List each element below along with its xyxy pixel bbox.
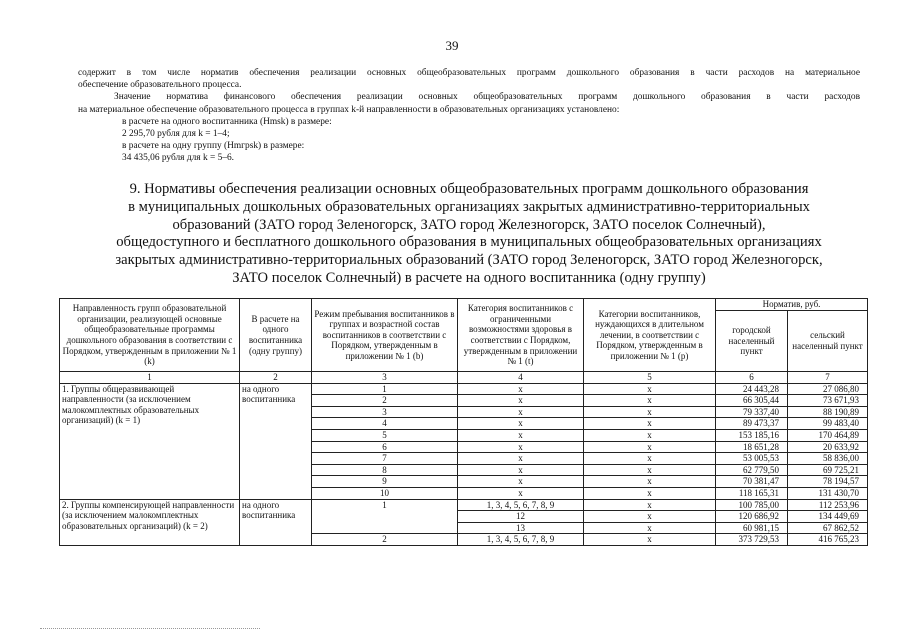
cell-rural: 67 862,52: [788, 522, 868, 534]
cell-rural: 416 765,23: [788, 534, 868, 546]
cell-city: 60 981,15: [716, 522, 788, 534]
intro-list-item: в расчете на одного воспитанника (Нmsk) в размере:: [122, 116, 332, 127]
title-line: ЗАТО поселок Солнечный) в расчете на одного воспитанника (одну группу): [232, 269, 706, 286]
cell-city: 18 651,28: [716, 441, 788, 453]
header-normative: Норматив, руб.: [716, 299, 868, 311]
header-treatment: Категории воспитанников, нуждающихся в длительном лечении, в соответствии с Порядком, утвержденным в приложении № 1 (p): [584, 299, 716, 372]
cell-mode: 6: [312, 441, 458, 453]
cell-disability: x: [458, 395, 584, 407]
cell-mode: 10: [312, 487, 458, 499]
column-number: 7: [788, 372, 868, 384]
intro-text: [78, 67, 860, 165]
intro-list-item: 34 435,06 рубля для k = 5–6.: [122, 153, 235, 164]
cell-city: 79 337,40: [716, 406, 788, 418]
cell-mode: 1: [312, 383, 458, 395]
column-number: 2: [240, 372, 312, 384]
column-number: 6: [716, 372, 788, 384]
intro-paragraph-2: Значение норматива финансового обеспечения реализации основных общеобразовательных программ дошкольного образования в части расходов: [114, 92, 860, 103]
scan-artifact: [40, 628, 260, 631]
cell-treatment: x: [584, 418, 716, 430]
column-number: 1: [60, 372, 240, 384]
cell-city: 153 185,16: [716, 429, 788, 441]
header-mode: Режим пребывания воспитанников в группах и возрастной состав воспитанников в соответствии с Порядком, утвержденным в приложении № 1 (b): [312, 299, 458, 372]
column-number: 5: [584, 372, 716, 384]
group-2-per-unit: на одного воспитанника: [240, 499, 312, 545]
cell-rural: 112 253,96: [788, 499, 868, 511]
cell-disability: x: [458, 383, 584, 395]
cell-mode: 2: [312, 534, 458, 546]
cell-treatment: x: [584, 476, 716, 488]
header-direction: Направленность групп образовательной организации, реализующей основные общеобразовательные программы дошкольного образования в соответствии с Порядком, утвержденным в приложении № 1 (k): [60, 299, 240, 372]
cell-city: 120 686,92: [716, 511, 788, 523]
cell-rural: 170 464,89: [788, 429, 868, 441]
header-rural: сельский населенный пункт: [788, 310, 868, 371]
column-number-row: [60, 372, 868, 384]
cell-treatment: x: [584, 487, 716, 499]
cell-mode: 2: [312, 395, 458, 407]
cell-rural: 73 671,93: [788, 395, 868, 407]
cell-disability: 1, 3, 4, 5, 6, 7, 8, 9: [458, 534, 584, 546]
cell-treatment: x: [584, 395, 716, 407]
cell-treatment: x: [584, 441, 716, 453]
title-line: в муниципальных дошкольных образовательных организациях закрытых административно-территориальных: [128, 198, 810, 215]
cell-mode: 3: [312, 406, 458, 418]
cell-disability: 1, 3, 4, 5, 6, 7, 8, 9: [458, 499, 584, 511]
cell-disability: x: [458, 453, 584, 465]
cell-rural: 134 449,69: [788, 511, 868, 523]
group-2-label: 2. Группы компенсирующей направленности (за исключением малокомплектных образовательных организаций) (k = 2): [60, 499, 240, 545]
cell-city: 62 779,50: [716, 464, 788, 476]
cell-treatment: x: [584, 534, 716, 546]
title-line: закрытых административно-территориальных образований (ЗАТО город Зеленогорск, ЗАТО город Железногорск,: [115, 252, 823, 269]
cell-disability: x: [458, 418, 584, 430]
cell-rural: 78 194,57: [788, 476, 868, 488]
table-row: [60, 383, 868, 395]
cell-rural: 58 836,00: [788, 453, 868, 465]
cell-disability: 12: [458, 511, 584, 523]
column-number: 4: [458, 372, 584, 384]
header-disabilities: Категория воспитанников с ограниченными возможностями здоровья в соответствии с Порядком, утвержденным в приложении № 1 (t): [458, 299, 584, 372]
cell-city: 70 381,47: [716, 476, 788, 488]
cell-rural: 69 725,21: [788, 464, 868, 476]
title-line: образований (ЗАТО город Зеленогорск, ЗАТО город Железногорск, ЗАТО поселок Солнечный),: [172, 216, 766, 233]
cell-treatment: x: [584, 429, 716, 441]
cell-treatment: x: [584, 499, 716, 511]
cell-city: 89 473,37: [716, 418, 788, 430]
normatives-table: [59, 298, 868, 546]
intro-paragraph-2-end: на материальное обеспечение образовательного процесса в группах k-й направленности в образовательных организациях установлено:: [78, 104, 620, 115]
table-header-row: [60, 299, 868, 311]
cell-city: 373 729,53: [716, 534, 788, 546]
cell-disability: 13: [458, 522, 584, 534]
intro-list-item: 2 295,70 рубля для k = 1–4;: [122, 129, 230, 140]
cell-disability: x: [458, 406, 584, 418]
column-number: 3: [312, 372, 458, 384]
cell-disability: x: [458, 487, 584, 499]
title-line: общедоступного и бесплатного дошкольного образования в муниципальных общеобразовательных организациях: [116, 234, 822, 251]
cell-treatment: x: [584, 464, 716, 476]
header-per-unit: В расчете на одного воспитанника (одну группу): [240, 299, 312, 372]
section-title: [78, 181, 860, 288]
intro-paragraph-1-end: обеспечение образовательного процесса.: [78, 80, 242, 91]
group-1-label: 1. Группы общеразвивающей направленности (за исключением малокомплектных образовательных организаций) (k = 1): [60, 383, 240, 499]
cell-mode: 5: [312, 429, 458, 441]
title-line: 9. Нормативы обеспечения реализации основных общеобразовательных программ дошкольного образования: [129, 181, 809, 197]
cell-treatment: x: [584, 383, 716, 395]
table-row: [60, 499, 868, 511]
intro-paragraph-1: содержит в том числе норматив обеспечения реализации основных общеобразовательных программ дошкольного образования в части расходов на материальное: [78, 68, 860, 78]
cell-city: 118 165,31: [716, 487, 788, 499]
cell-rural: 99 483,40: [788, 418, 868, 430]
cell-treatment: x: [584, 453, 716, 465]
cell-mode: 9: [312, 476, 458, 488]
cell-disability: x: [458, 476, 584, 488]
intro-list-item: в расчете на одну группу (Нmгpsk) в размере:: [122, 141, 305, 152]
cell-rural: 20 633,92: [788, 441, 868, 453]
cell-disability: x: [458, 429, 584, 441]
cell-city: 24 443,28: [716, 383, 788, 395]
cell-mode: 1: [312, 499, 458, 534]
cell-mode: 4: [312, 418, 458, 430]
cell-treatment: x: [584, 406, 716, 418]
header-city: городской населенный пункт: [716, 310, 788, 371]
cell-mode: 8: [312, 464, 458, 476]
cell-city: 53 005,53: [716, 453, 788, 465]
cell-disability: x: [458, 464, 584, 476]
cell-rural: 27 086,80: [788, 383, 868, 395]
page-number: 39: [445, 38, 459, 53]
group-1-per-unit: на одного воспитанника: [240, 383, 312, 499]
cell-treatment: x: [584, 522, 716, 534]
cell-treatment: x: [584, 511, 716, 523]
cell-rural: 88 190,89: [788, 406, 868, 418]
cell-disability: x: [458, 441, 584, 453]
cell-rural: 131 430,70: [788, 487, 868, 499]
cell-mode: 7: [312, 453, 458, 465]
cell-city: 66 305,44: [716, 395, 788, 407]
cell-city: 100 785,00: [716, 499, 788, 511]
